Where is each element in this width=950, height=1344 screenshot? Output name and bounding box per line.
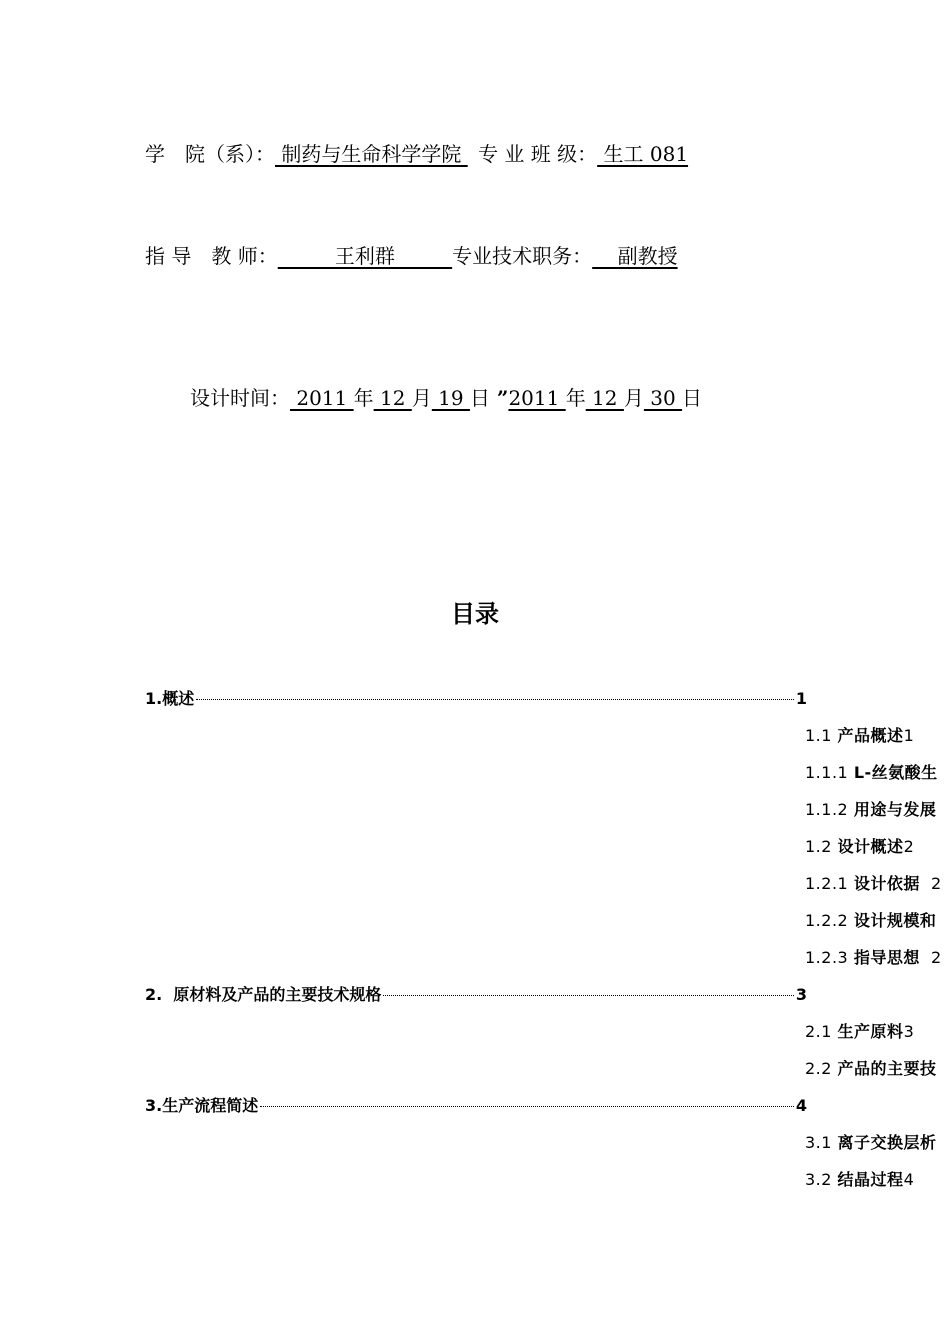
toc-sub-1-1-1[interactable]: [805, 760, 938, 783]
toc-sub-page: 2: [903, 837, 915, 856]
year-char-1: 年: [353, 386, 374, 410]
toc-sub-text: 设计规模和: [853, 911, 937, 930]
toc-sub-1-2[interactable]: [805, 834, 914, 857]
toc-sub-num: 2.1: [805, 1022, 832, 1041]
toc-sub-page: 4: [903, 1170, 915, 1189]
toc-sub-num: 3.1: [805, 1133, 832, 1152]
toc-sub-text: 设计依据: [853, 874, 920, 893]
toc-sub-page: 1: [903, 726, 915, 745]
toc-sub-3-1[interactable]: [805, 1130, 937, 1153]
toc-title: 目录: [451, 599, 499, 628]
toc-sub-num: 1.2.1: [805, 874, 849, 893]
toc-entry-2[interactable]: [145, 982, 807, 1005]
toc-entry-label: 1.概述: [145, 689, 195, 708]
toc-entry-1[interactable]: [145, 686, 807, 709]
toc-leader: [196, 699, 794, 700]
title-label: 专业技术职务：: [452, 244, 593, 268]
toc-sub-num: 2.2: [805, 1059, 832, 1078]
toc-sub-num: 1.2.2: [805, 911, 849, 930]
time-label: 设计时间：: [190, 386, 290, 410]
toc-sub-1-1[interactable]: [805, 723, 914, 746]
toc-entry-label: 2. 原材料及产品的主要技术规格: [145, 985, 382, 1004]
toc-sub-1-1-2[interactable]: [805, 797, 936, 820]
major-value: 生工 081: [597, 142, 689, 166]
start-year: 2011: [290, 386, 354, 410]
title-value: 副教授: [592, 244, 678, 268]
toc-sub-num: 3.2: [805, 1170, 832, 1189]
day-char-1: 日: [469, 386, 490, 410]
toc-sub-num: 1.2: [805, 837, 832, 856]
toc-sub-num: 1.1.2: [805, 800, 849, 819]
major-label: 专 业 班 级：: [478, 142, 598, 166]
toc-sub-1-2-1[interactable]: [805, 871, 942, 894]
end-day: 30: [643, 386, 683, 410]
toc-sub-num: 1.2.3: [805, 948, 849, 967]
toc-sub-page: 2: [919, 948, 942, 967]
day-char-2: 日: [682, 386, 703, 410]
end-year: 2011: [508, 386, 566, 410]
end-month: 12: [585, 386, 624, 410]
toc-leader: [260, 1106, 794, 1107]
year-char-2: 年: [565, 386, 586, 410]
college-line: [145, 138, 688, 167]
toc-sub-1-2-2[interactable]: [805, 908, 936, 931]
toc-entry-page: 3: [795, 985, 807, 1004]
advisor-value: 王利群: [277, 244, 453, 268]
toc-sub-text: 指导思想: [853, 948, 920, 967]
toc-sub-2-2[interactable]: [805, 1056, 937, 1079]
toc-sub-3-2[interactable]: [805, 1167, 914, 1190]
month-char-1: 月: [411, 386, 432, 410]
toc-sub-num: 1.1: [805, 726, 832, 745]
toc-sub-text: 用途与发展: [853, 800, 937, 819]
toc-sub-2-1[interactable]: [805, 1019, 914, 1042]
toc-sub-text: 离子交换层析: [837, 1133, 937, 1152]
toc-sub-num: 1.1.1: [805, 763, 849, 782]
toc-entry-3[interactable]: [145, 1093, 807, 1116]
design-time-line: [190, 382, 702, 411]
toc-sub-text: 结晶过程: [837, 1170, 904, 1189]
college-label: 学 院（系）：: [145, 142, 275, 166]
toc-sub-text: 生产原料: [837, 1022, 904, 1041]
toc-sub-text: L-丝氨酸生: [853, 763, 938, 782]
toc-sub-text: 产品的主要技: [837, 1059, 937, 1078]
toc-entry-label: 3.生产流程简述: [145, 1096, 259, 1115]
toc-entry-page: 1: [795, 689, 807, 708]
toc-sub-1-2-3[interactable]: [805, 945, 942, 968]
advisor-line: [145, 240, 678, 269]
start-month: 12: [373, 386, 412, 410]
toc-sub-text: 产品概述: [837, 726, 904, 745]
toc-sub-page: 3: [903, 1022, 915, 1041]
advisor-label: 指 导 教 师：: [145, 244, 278, 268]
toc-sub-text: 设计概述: [837, 837, 904, 856]
toc-leader: [383, 995, 794, 996]
toc-entry-page: 4: [795, 1096, 807, 1115]
month-char-2: 月: [623, 386, 644, 410]
start-day: 19: [431, 386, 470, 410]
toc-sub-page: 2: [919, 874, 942, 893]
college-value: 制药与生命科学学院: [275, 142, 468, 166]
range-separator: ”: [489, 386, 509, 410]
